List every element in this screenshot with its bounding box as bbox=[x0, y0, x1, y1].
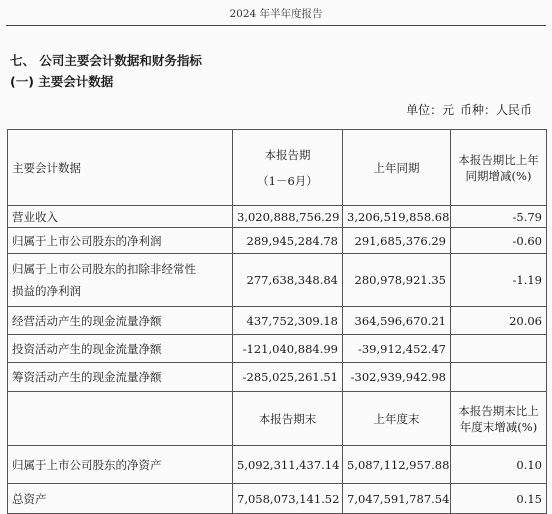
row-label: 归属于上市公司股东的净利润 bbox=[8, 228, 233, 254]
subheader-cell-period-end: 本报告期末 bbox=[233, 392, 343, 446]
row-current-value: 437,752,309.18 bbox=[233, 307, 343, 335]
row-current-value: 3,020,888,756.29 bbox=[233, 206, 343, 228]
table-row bbox=[8, 206, 547, 228]
row-change-value: -0.60 bbox=[451, 228, 547, 254]
header-cell-change bbox=[451, 130, 547, 206]
section-title: 七、 公司主要会计数据和财务指标 bbox=[10, 53, 202, 68]
row-prior-value: 280,978,921.35 bbox=[343, 254, 451, 307]
table-header-row bbox=[8, 130, 547, 206]
row-label: 总资产 bbox=[8, 484, 233, 514]
row-change-value: 0.15 bbox=[451, 484, 547, 514]
row-prior-value: 291,685,376.29 bbox=[343, 228, 451, 254]
table-row bbox=[8, 335, 547, 363]
table-row bbox=[8, 307, 547, 335]
row-prior-value: -39,912,452.47 bbox=[343, 335, 451, 363]
header-change-line2: 同期增减(%) bbox=[465, 168, 532, 183]
row-prior-value: 3,206,519,858.68 bbox=[343, 206, 451, 228]
header-cell-current-period bbox=[233, 130, 343, 206]
row-label: 归属于上市公司股东的净资产 bbox=[8, 446, 233, 484]
table-row bbox=[8, 228, 547, 254]
table-row bbox=[8, 446, 547, 484]
row-prior-value: 364,596,670.21 bbox=[343, 307, 451, 335]
accounting-data-table bbox=[7, 129, 547, 514]
row-label: 经营活动产生的现金流量净额 bbox=[8, 307, 233, 335]
header-current-line2: （1－6月） bbox=[257, 173, 318, 188]
header-change-line1: 本报告期比上年 bbox=[458, 152, 539, 167]
header-cell-item: 主要会计数据 bbox=[8, 130, 233, 206]
row-label bbox=[8, 254, 233, 307]
row-current-value: 7,058,073,141.52 bbox=[233, 484, 343, 514]
subheader-change-line1: 本报告期末比上 bbox=[458, 403, 539, 418]
row-label-line2: 损益的净利润 bbox=[12, 284, 81, 298]
table-subheader-row bbox=[8, 392, 547, 446]
row-prior-value: 5,087,112,957.88 bbox=[343, 446, 451, 484]
subheader-change-line2: 年度末增减(%) bbox=[459, 419, 538, 434]
row-prior-value: 7,047,591,787.54 bbox=[343, 484, 451, 514]
row-label: 筹资活动产生的现金流量净额 bbox=[8, 363, 233, 392]
subheader-empty-cell bbox=[8, 392, 233, 446]
row-change-value: -1.19 bbox=[451, 254, 547, 307]
row-current-value: -285,025,261.51 bbox=[233, 363, 343, 392]
table-row bbox=[8, 484, 547, 514]
row-current-value: 289,945,284.78 bbox=[233, 228, 343, 254]
subheader-cell-change bbox=[451, 392, 547, 446]
row-change-value bbox=[451, 335, 547, 363]
row-label: 营业收入 bbox=[8, 206, 233, 228]
row-current-value: -121,040,884.99 bbox=[233, 335, 343, 363]
row-change-value: 0.10 bbox=[451, 446, 547, 484]
table-row bbox=[8, 254, 547, 307]
row-change-value: 20.06 bbox=[451, 307, 547, 335]
row-label: 投资活动产生的现金流量净额 bbox=[8, 335, 233, 363]
table-row bbox=[8, 363, 547, 392]
row-prior-value: -302,939,942.98 bbox=[343, 363, 451, 392]
row-current-value: 277,638,348.84 bbox=[233, 254, 343, 307]
row-current-value: 5,092,311,437.14 bbox=[233, 446, 343, 484]
row-label-line1: 归属于上市公司股东的扣除非经常性 bbox=[12, 262, 196, 276]
row-change-value: -5.79 bbox=[451, 206, 547, 228]
report-header-title: 2024 年半年度报告 bbox=[229, 8, 323, 20]
subheader-cell-prior-year-end: 上年度末 bbox=[343, 392, 451, 446]
header-divider bbox=[6, 25, 546, 26]
header-current-line1: 本报告期 bbox=[264, 147, 311, 162]
row-change-value bbox=[451, 363, 547, 392]
unit-currency-line: 单位：元 币种：人民币 bbox=[406, 103, 532, 117]
header-cell-prior-period: 上年同期 bbox=[343, 130, 451, 206]
subsection-title: (一) 主要会计数据 bbox=[10, 74, 114, 89]
